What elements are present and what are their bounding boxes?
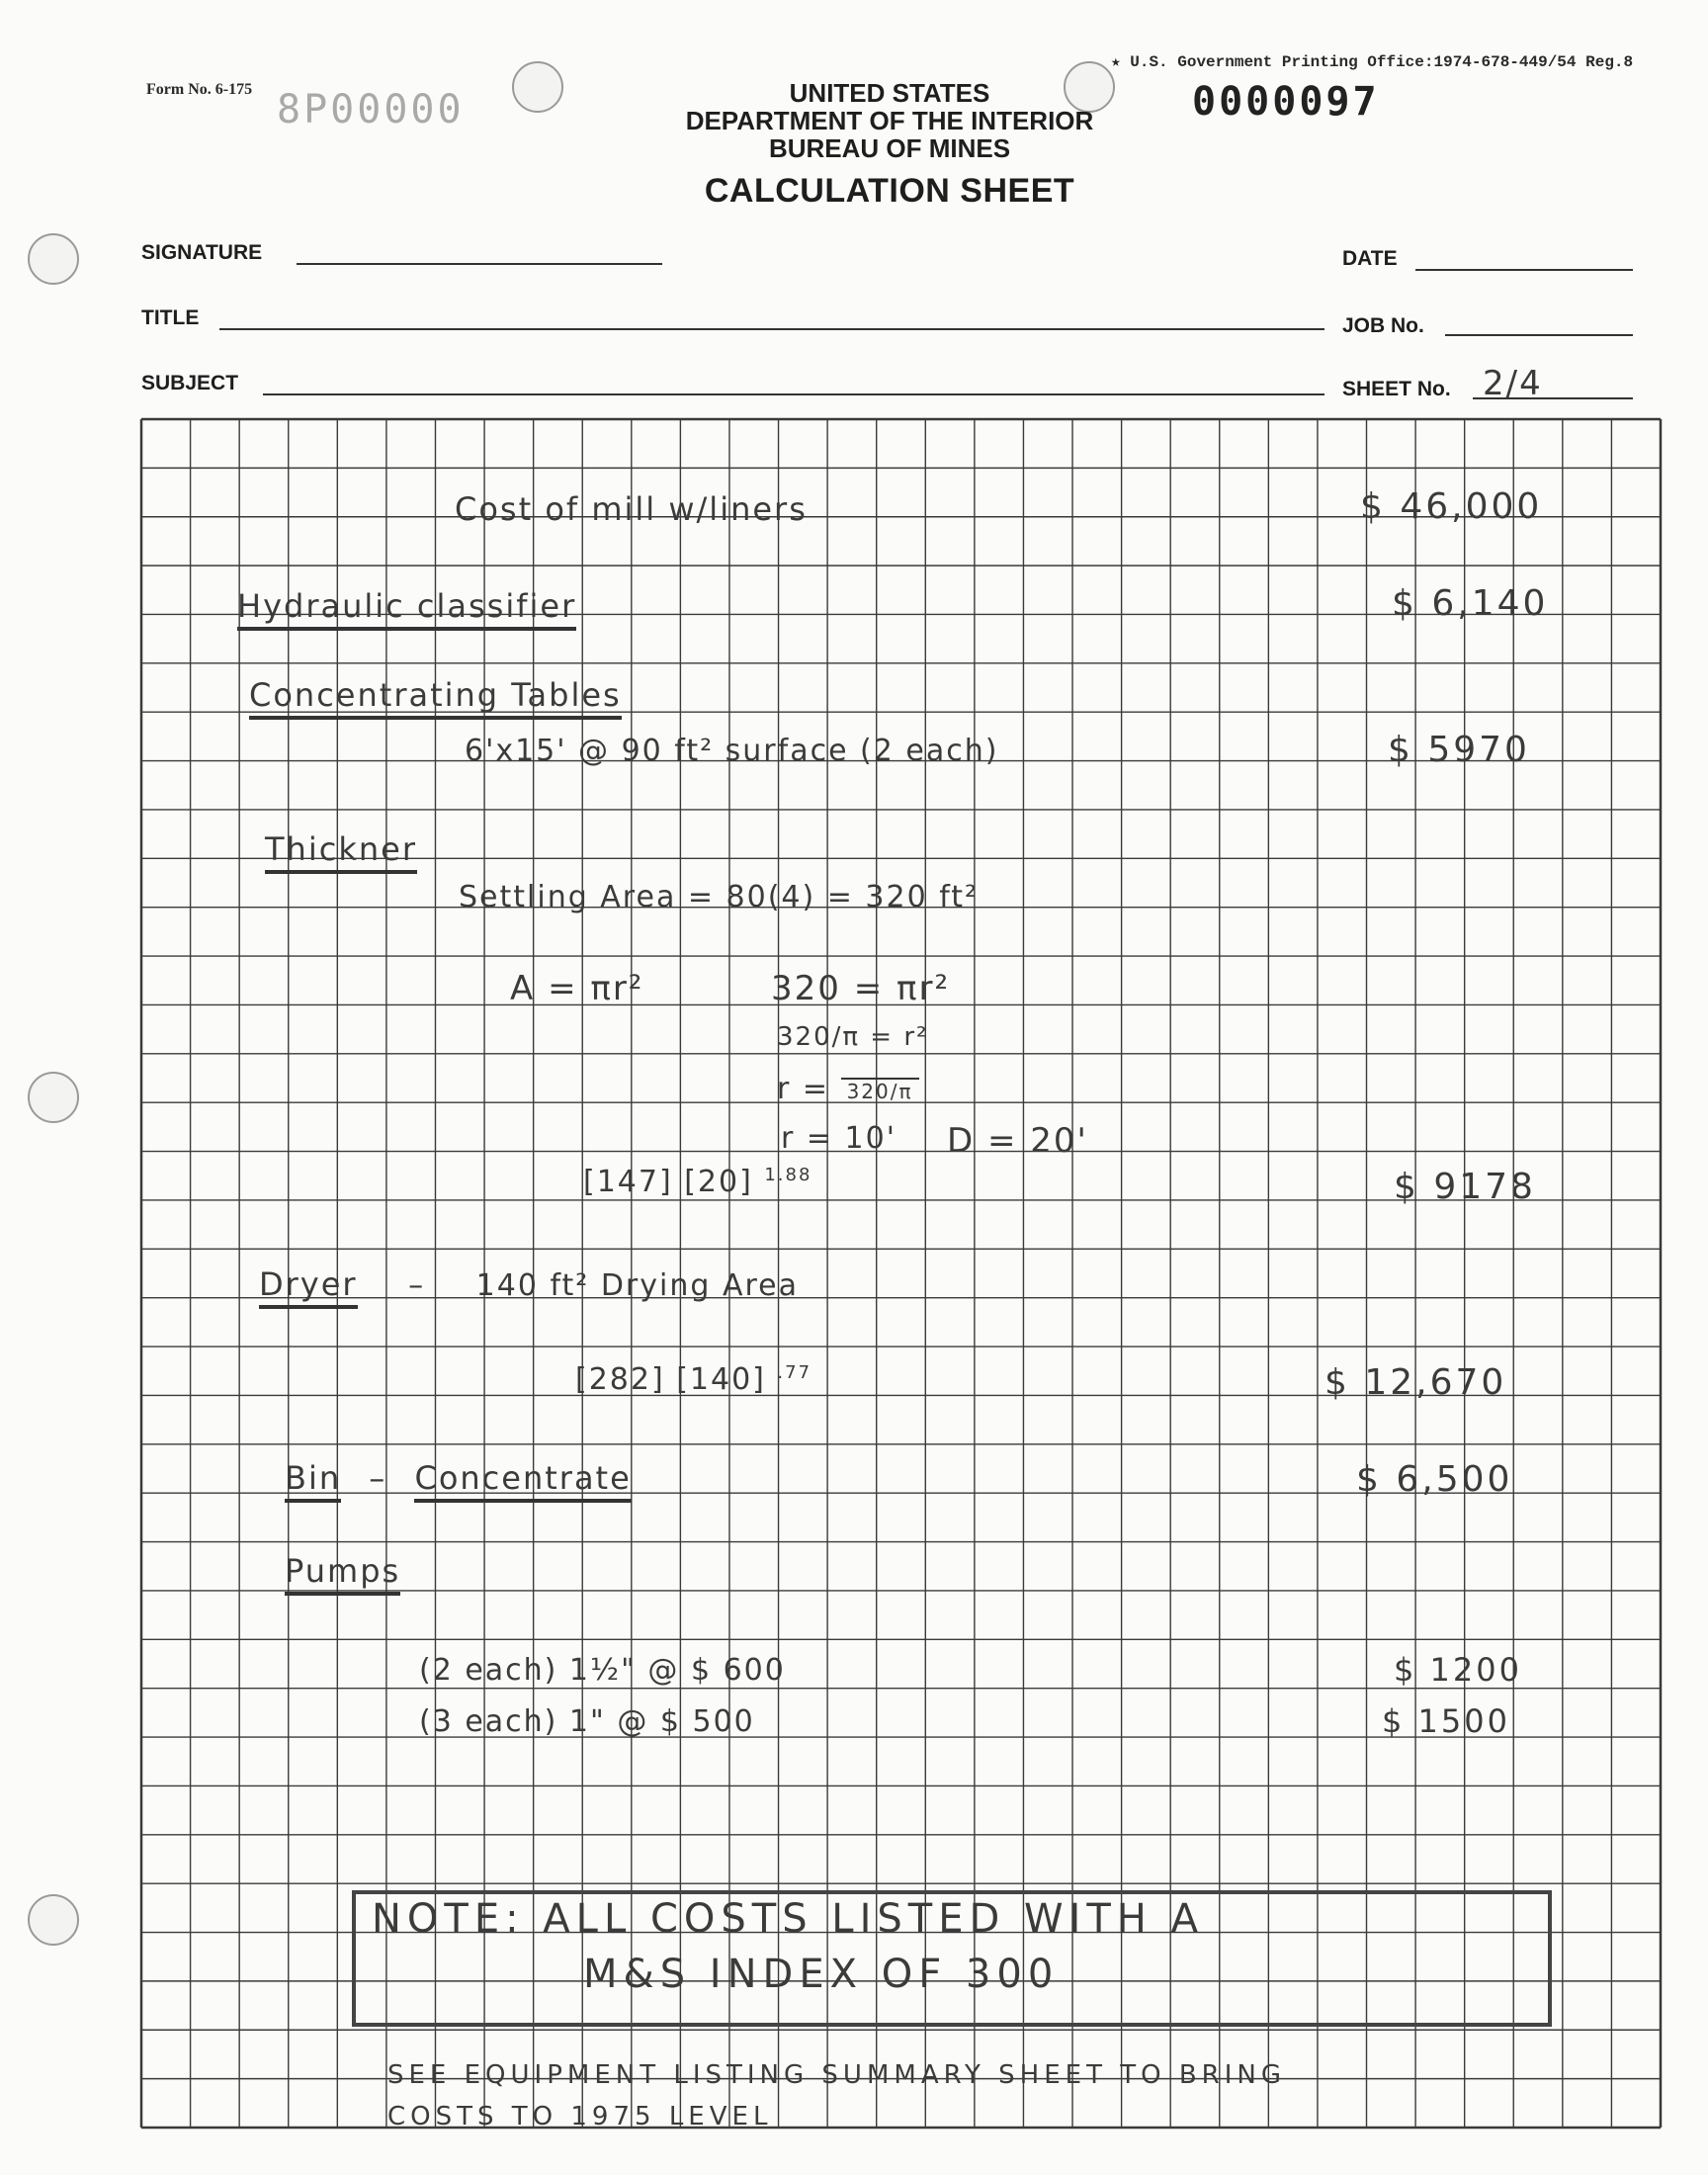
formula-root-radicand: 320/π xyxy=(841,1078,919,1103)
formula-radius: r = 10' xyxy=(781,1121,897,1156)
title-label: TITLE xyxy=(141,306,200,329)
bin-label: Bin xyxy=(285,1459,341,1503)
header-line-3: BUREAU OF MINES xyxy=(768,133,1011,163)
classifier-label: Hydraulic classifier xyxy=(237,587,576,631)
formula-root-prefix: r = xyxy=(777,1072,830,1106)
sheet-title: CALCULATION SHEET xyxy=(704,172,1075,210)
pumps-row-2-amount: $ 1500 xyxy=(1382,1702,1510,1740)
pumps-row-2: (3 each) 1" @ $ 500 xyxy=(419,1704,755,1739)
form-number: Form No. 6-175 xyxy=(146,81,253,98)
thickner-label: Thickner xyxy=(265,830,417,874)
dryer-dash: – xyxy=(408,1268,426,1303)
sheet-label: SHEET No. xyxy=(1342,378,1451,400)
formula-area: A = πr² xyxy=(510,969,644,1008)
formula-320: 320 = πr² xyxy=(771,969,951,1008)
classifier-amount: $ 6,140 xyxy=(1392,583,1549,624)
header-line-2: DEPARTMENT OF THE INTERIOR xyxy=(685,106,1094,135)
dryer-calc xyxy=(575,1362,811,1397)
dryer-calc-exponent: .77 xyxy=(777,1362,812,1383)
dryer-amount: $ 12,670 xyxy=(1324,1362,1507,1403)
sheet-value: 2/4 xyxy=(1483,364,1543,403)
thickner-calc-exponent: 1.88 xyxy=(764,1165,812,1185)
dryer-row xyxy=(259,1265,799,1303)
pumps-label: Pumps xyxy=(285,1552,400,1596)
bin-concentrate-label: Concentrate xyxy=(414,1459,631,1503)
signature-label: SIGNATURE xyxy=(141,241,263,264)
thickner-calc-base: [147] [20] xyxy=(583,1165,753,1199)
mill-label: Cost of mill w/liners xyxy=(455,490,808,528)
tables-amount: $ 5970 xyxy=(1388,730,1530,770)
bin-row xyxy=(285,1459,632,1497)
settling-area: Settling Area = 80(4) = 320 ft² xyxy=(459,880,980,914)
note-line-1: NOTE: ALL COSTS LISTED WITH A xyxy=(372,1896,1204,1942)
thickner-amount: $ 9178 xyxy=(1394,1167,1536,1207)
date-label: DATE xyxy=(1342,247,1398,270)
formula-diameter: D = 20' xyxy=(947,1121,1088,1161)
note-line-2: M&S INDEX OF 300 xyxy=(583,1952,1060,1997)
job-label: JOB No. xyxy=(1342,314,1424,337)
footer-line-1: SEE EQUIPMENT LISTING SUMMARY SHEET TO BRING xyxy=(387,2060,1286,2090)
footer-line-2: COSTS TO 1975 LEVEL xyxy=(387,2102,773,2132)
pumps-row-1: (2 each) 1½" @ $ 600 xyxy=(419,1653,786,1688)
thickner-calc xyxy=(583,1165,811,1199)
document-number: 0000097 xyxy=(1192,79,1380,125)
bin-amount: $ 6,500 xyxy=(1356,1459,1513,1500)
dryer-label: Dryer xyxy=(259,1265,358,1309)
tables-label: Concentrating Tables xyxy=(249,676,622,720)
tables-detail: 6'x15' @ 90 ft² surface (2 each) xyxy=(465,734,999,768)
dryer-calc-base: [282] [140] xyxy=(575,1362,766,1397)
faint-stamp-number: 8P00000 xyxy=(277,87,465,132)
header-line-1: UNITED STATES xyxy=(789,78,990,108)
printing-office: ★ U.S. Government Printing Office:1974-678-449/54 Reg.8 xyxy=(1111,53,1634,71)
formula-root xyxy=(777,1072,919,1106)
dryer-detail: 140 ft² Drying Area xyxy=(475,1268,799,1303)
mill-amount: $ 46,000 xyxy=(1360,486,1543,527)
pumps-row-1-amount: $ 1200 xyxy=(1394,1651,1522,1689)
bin-dash: – xyxy=(369,1459,387,1497)
subject-label: SUBJECT xyxy=(141,372,239,394)
formula-ratio: 320/π = r² xyxy=(777,1022,929,1052)
